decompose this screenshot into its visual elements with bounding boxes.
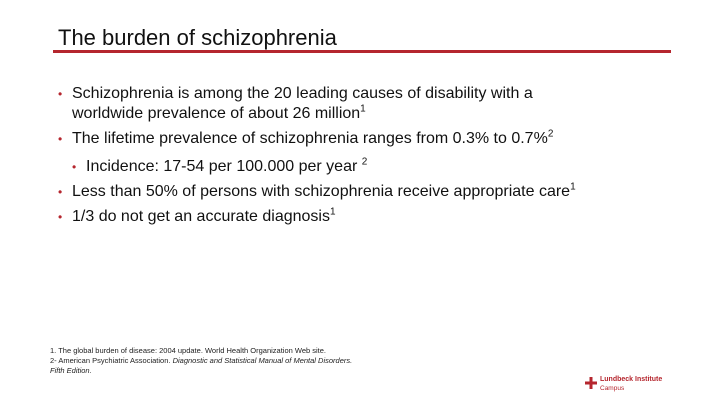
logo-name: Lundbeck Institute	[600, 376, 663, 383]
footnotes	[50, 346, 352, 376]
sub-bullet-item	[72, 157, 698, 177]
bullet-text: 1/3 do not get an accurate diagnosis	[72, 208, 330, 225]
footnote-2-source: 2- American Psychiatric Association.	[50, 356, 173, 365]
slide-title: The burden of schizophrenia	[58, 25, 337, 50]
bullet-text: Less than 50% of persons with schizophrenia receive appropriate care	[72, 183, 571, 200]
bullet-dot-icon: •	[58, 132, 63, 146]
footnote-2-title: Diagnostic and Statistical Manual of Mental Disorders.	[172, 356, 353, 365]
reference-marker: 1	[329, 206, 336, 218]
footnote-2	[50, 356, 352, 366]
bullet-dot-icon: •	[72, 160, 77, 174]
bullet-item	[58, 182, 698, 202]
bullet-text: Schizophrenia is among the 20 leading causes of disability with a	[72, 85, 533, 102]
bullet-text: Incidence: 17-54 per 100.000 per year	[86, 158, 362, 175]
reference-marker: 2	[547, 128, 554, 140]
bullet-item	[58, 129, 698, 149]
lundbeck-logo	[585, 374, 675, 398]
reference-marker: 2	[361, 156, 368, 168]
bullet-text-continued: worldwide prevalence of about 26 million	[72, 105, 361, 122]
bullet-list	[58, 84, 698, 232]
reference-marker: 1	[570, 181, 576, 193]
title-divider	[53, 50, 671, 53]
bullet-item	[58, 84, 698, 124]
reference-marker: 1	[360, 103, 366, 115]
bullet-dot-icon: •	[58, 185, 63, 199]
bullet-item	[58, 207, 698, 227]
bullet-dot-icon: •	[58, 210, 63, 224]
bullet-text: The lifetime prevalence of schizophrenia ranges from 0.3% to 0.7%	[72, 130, 548, 147]
footnote-1: 1. The global burden of disease: 2004 update. World Health Organization Web site.	[50, 346, 327, 355]
logo-subtitle: Campus	[600, 385, 625, 392]
footnote-2-edition: Fifth Edition.	[50, 366, 92, 375]
bullet-dot-icon: •	[58, 87, 63, 101]
lundbeck-mark-icon	[585, 377, 597, 389]
